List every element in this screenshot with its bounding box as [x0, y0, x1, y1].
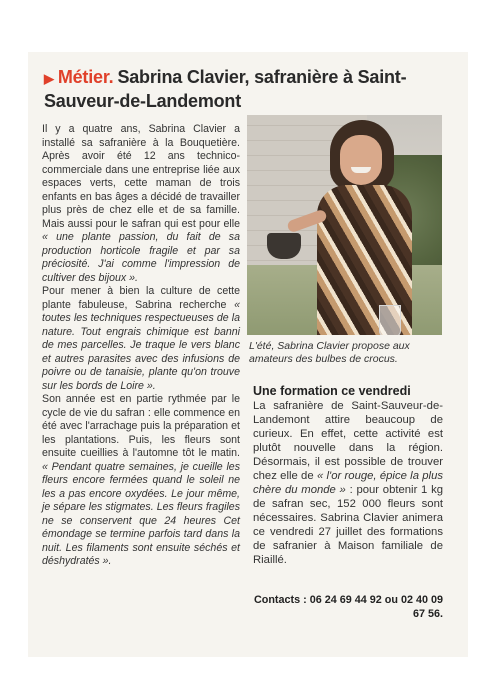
- paragraph-text: Il y a quatre ans, Sabrina Clavier a installé sa safranière à la Bouquetière. Après avoir été 12 ans technico-commerciale dans une entreprise liée aux espaces verts, cette maman de trois enfants en bas âges a décidé de travailler plus près de chez elle et de sa famille. Mais aussi pour le safran qui est pour elle: [42, 123, 240, 230]
- article-body: [42, 123, 240, 569]
- sidebar-body: [253, 399, 443, 567]
- paragraph-quote: « Pendant quatre semaines, je cueille les fleurs encore fermées quand le soleil ne les a pas encore oxydées. Le jour même, je sépare les stigmates. Les fleurs fragiles ne se conservent que 24 heures Cet émondage se termine parfois tard dans la nuit. Les filaments sont ensuite séchés et déshydratés ».: [42, 460, 240, 567]
- paragraph-text: Son année est en partie rythmée par le cycle de vie du safran : elle commence en été avec l'arrachage puis la préparation et les plantations. Puis, les fleurs sont ensuite cueillies à l'automne tôt le matin.: [42, 393, 240, 459]
- sidebar-paragraph: [253, 399, 443, 567]
- photo-bowl: [267, 233, 301, 259]
- photo-face: [340, 135, 382, 185]
- paragraph-quote: « une plante passion, du fait de sa production horticole fragile et par sa préciosité. J'ai comme l'impression de cultiver des bijoux ».: [42, 231, 240, 284]
- headline-kicker: Métier.: [57, 67, 114, 87]
- photo-smile: [351, 167, 371, 173]
- sidebar-quote: « l'or rouge, épice la plus chère du monde »: [253, 470, 443, 496]
- sidebar-text: La safranière de Saint-Sauveur-de-Landemont attire beaucoup de curieux. En effet, cette activité est plutôt nouvelle dans la région. Désormais, il est possible de trouver chez elle de: [253, 400, 443, 482]
- headline-title: Sabrina Clavier, safranière à Saint-Sauveur-de-Landemont: [44, 67, 407, 111]
- sidebar-heading: Une formation ce vendredi: [253, 384, 411, 398]
- photo-glass: [379, 305, 401, 335]
- article-paragraph-3: [42, 393, 240, 569]
- paragraph-text: Pour mener à bien la culture de cette plante fabuleuse, Sabrina recherche: [42, 285, 240, 311]
- portrait-photo: [247, 115, 442, 335]
- sidebar-text: : pour obtenir 1 kg de safran sec, 152 000 fleurs sont nécessaires. Sabrina Clavier animera ce vendredi 27 juillet des formations de safranier à Maison familiale de Riaillé.: [253, 484, 443, 566]
- paragraph-quote: « toutes les techniques respectueuses de la nature. Tout engrais chimique est banni de mes parcelles. Je traque le vers blanc et autres parasites avec des infusions de poivre ou de tanaisie, plante qu'on trouve sur les bords de Loire ».: [42, 298, 240, 392]
- article-paragraph-2: [42, 285, 240, 393]
- photo-caption: L'été, Sabrina Clavier propose aux amateurs des bulbes de crocus.: [249, 340, 410, 365]
- article-headline: [44, 66, 454, 112]
- contacts-line: Contacts : 06 24 69 44 92 ou 02 40 09 67 56.: [253, 594, 443, 620]
- article-paragraph-1: [42, 123, 240, 285]
- arrow-icon: ▶: [44, 71, 54, 86]
